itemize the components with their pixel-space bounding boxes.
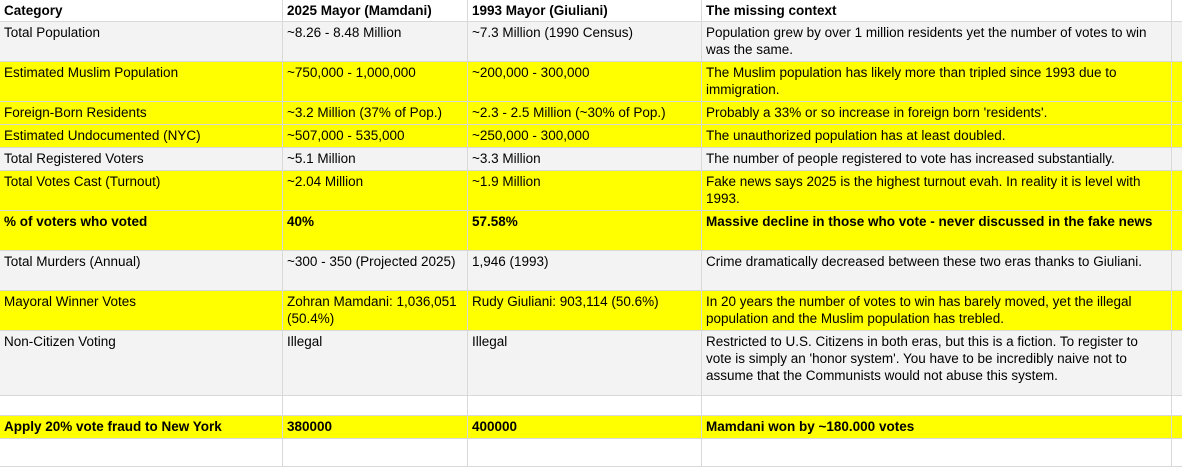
context-cell[interactable]: The Muslim population has likely more than tripled since 1993 due to immigration. (702, 62, 1172, 101)
mayor-2025-cell[interactable] (283, 396, 468, 415)
table-row (0, 331, 1182, 396)
context-cell[interactable]: The unauthorized population has at least doubled. (702, 125, 1172, 147)
mayor-2025-cell[interactable]: ~3.2 Million (37% of Pop.) (283, 102, 468, 124)
mayor-1993-cell[interactable]: ~1.9 Million (468, 171, 702, 210)
context-cell[interactable]: Crime dramatically decreased between these two eras thanks to Giuliani. (702, 251, 1172, 290)
context-cell[interactable]: Fake news says 2025 is the highest turnout evah. In reality it is level with 1993. (702, 171, 1172, 210)
context-cell[interactable]: Restricted to U.S. Citizens in both eras, but this is a fiction. To register to vote is simply an 'honor system'. You have to be incredibly naive not to assume that the Communists would not abuse this system. (702, 331, 1172, 395)
extra-column-cell[interactable] (1172, 22, 1182, 61)
extra-column-cell[interactable] (1172, 439, 1182, 466)
table-row (0, 148, 1182, 171)
category-cell[interactable] (0, 439, 283, 466)
context-cell[interactable]: Massive decline in those who vote - never discussed in the fake news (702, 211, 1172, 250)
category-cell[interactable]: Non-Citizen Voting (0, 331, 283, 395)
context-cell[interactable]: In 20 years the number of votes to win has barely moved, yet the illegal population and the Muslim population has trebled. (702, 291, 1172, 330)
extra-column-cell[interactable] (1172, 171, 1182, 210)
mayor-1993-cell[interactable]: Illegal (468, 331, 702, 395)
mayor-2025-cell[interactable]: 40% (283, 211, 468, 250)
mayor-1993-cell[interactable]: 57.58% (468, 211, 702, 250)
mayor-2025-cell[interactable]: Zohran Mamdani: 1,036,051 (50.4%) (283, 291, 468, 330)
mayor-2025-cell[interactable]: Illegal (283, 331, 468, 395)
mayor-2025-cell[interactable]: ~300 - 350 (Projected 2025) (283, 251, 468, 290)
category-cell[interactable]: Total Population (0, 22, 283, 61)
extra-column-cell[interactable] (1172, 291, 1182, 330)
extra-column-cell[interactable] (1172, 102, 1182, 124)
category-cell[interactable]: % of voters who voted (0, 211, 283, 250)
table-row (0, 171, 1182, 211)
header-row (0, 0, 1182, 22)
mayor-1993-cell[interactable]: 400000 (468, 416, 702, 438)
table-row (0, 416, 1182, 439)
mayor-1993-cell[interactable]: ~7.3 Million (1990 Census) (468, 22, 702, 61)
category-cell[interactable]: Mayoral Winner Votes (0, 291, 283, 330)
category-cell[interactable]: Foreign-Born Residents (0, 102, 283, 124)
mayor-2025-cell[interactable]: ~750,000 - 1,000,000 (283, 62, 468, 101)
table-row (0, 251, 1182, 291)
extra-column-cell[interactable] (1172, 62, 1182, 101)
extra-column-cell[interactable] (1172, 211, 1182, 250)
extra-column-cell[interactable] (1172, 251, 1182, 290)
table-row (0, 211, 1182, 251)
category-cell[interactable] (0, 396, 283, 415)
table-row (0, 396, 1182, 416)
mayor-1993-cell[interactable]: ~250,000 - 300,000 (468, 125, 702, 147)
context-cell[interactable]: Probably a 33% or so increase in foreign born 'residents'. (702, 102, 1172, 124)
table-row (0, 291, 1182, 331)
mayor-2025-cell[interactable]: ~507,000 - 535,000 (283, 125, 468, 147)
mayor-1993-cell[interactable]: 1,946 (1993) (468, 251, 702, 290)
extra-column-cell[interactable] (1172, 396, 1182, 415)
context-cell[interactable] (702, 396, 1172, 415)
category-cell[interactable]: Total Votes Cast (Turnout) (0, 171, 283, 210)
category-cell[interactable]: Total Registered Voters (0, 148, 283, 170)
extra-column-cell[interactable] (1172, 148, 1182, 170)
header-2025-mayor[interactable]: 2025 Mayor (Mamdani) (283, 0, 468, 21)
category-cell[interactable]: Estimated Muslim Population (0, 62, 283, 101)
mayor-1993-cell[interactable] (468, 439, 702, 466)
context-cell[interactable]: The number of people registered to vote has increased substantially. (702, 148, 1172, 170)
mayor-2025-cell[interactable] (283, 439, 468, 466)
table-body (0, 22, 1182, 467)
header-missing-context[interactable]: The missing context (702, 0, 1172, 21)
table-row (0, 102, 1182, 125)
table-row (0, 22, 1182, 62)
mayor-1993-cell[interactable]: Rudy Giuliani: 903,114 (50.6%) (468, 291, 702, 330)
mayor-2025-cell[interactable]: ~2.04 Million (283, 171, 468, 210)
category-cell[interactable]: Apply 20% vote fraud to New York (0, 416, 283, 438)
extra-column-cell[interactable] (1172, 0, 1182, 21)
table-row (0, 62, 1182, 102)
mayor-1993-cell[interactable] (468, 396, 702, 415)
table-row (0, 125, 1182, 148)
header-1993-mayor[interactable]: 1993 Mayor (Giuliani) (468, 0, 702, 21)
context-cell[interactable]: Population grew by over 1 million residents yet the number of votes to win was the same. (702, 22, 1172, 61)
mayor-2025-cell[interactable]: 380000 (283, 416, 468, 438)
mayor-1993-cell[interactable]: ~2.3 - 2.5 Million (~30% of Pop.) (468, 102, 702, 124)
header-category[interactable]: Category (0, 0, 283, 21)
table-row (0, 439, 1182, 467)
context-cell[interactable] (702, 439, 1172, 466)
mayor-1993-cell[interactable]: ~3.3 Million (468, 148, 702, 170)
extra-column-cell[interactable] (1172, 416, 1182, 438)
category-cell[interactable]: Total Murders (Annual) (0, 251, 283, 290)
mayor-2025-cell[interactable]: ~5.1 Million (283, 148, 468, 170)
category-cell[interactable]: Estimated Undocumented (NYC) (0, 125, 283, 147)
extra-column-cell[interactable] (1172, 331, 1182, 395)
mayor-2025-cell[interactable]: ~8.26 - 8.48 Million (283, 22, 468, 61)
extra-column-cell[interactable] (1172, 125, 1182, 147)
mayor-1993-cell[interactable]: ~200,000 - 300,000 (468, 62, 702, 101)
context-cell[interactable]: Mamdani won by ~180.000 votes (702, 416, 1172, 438)
